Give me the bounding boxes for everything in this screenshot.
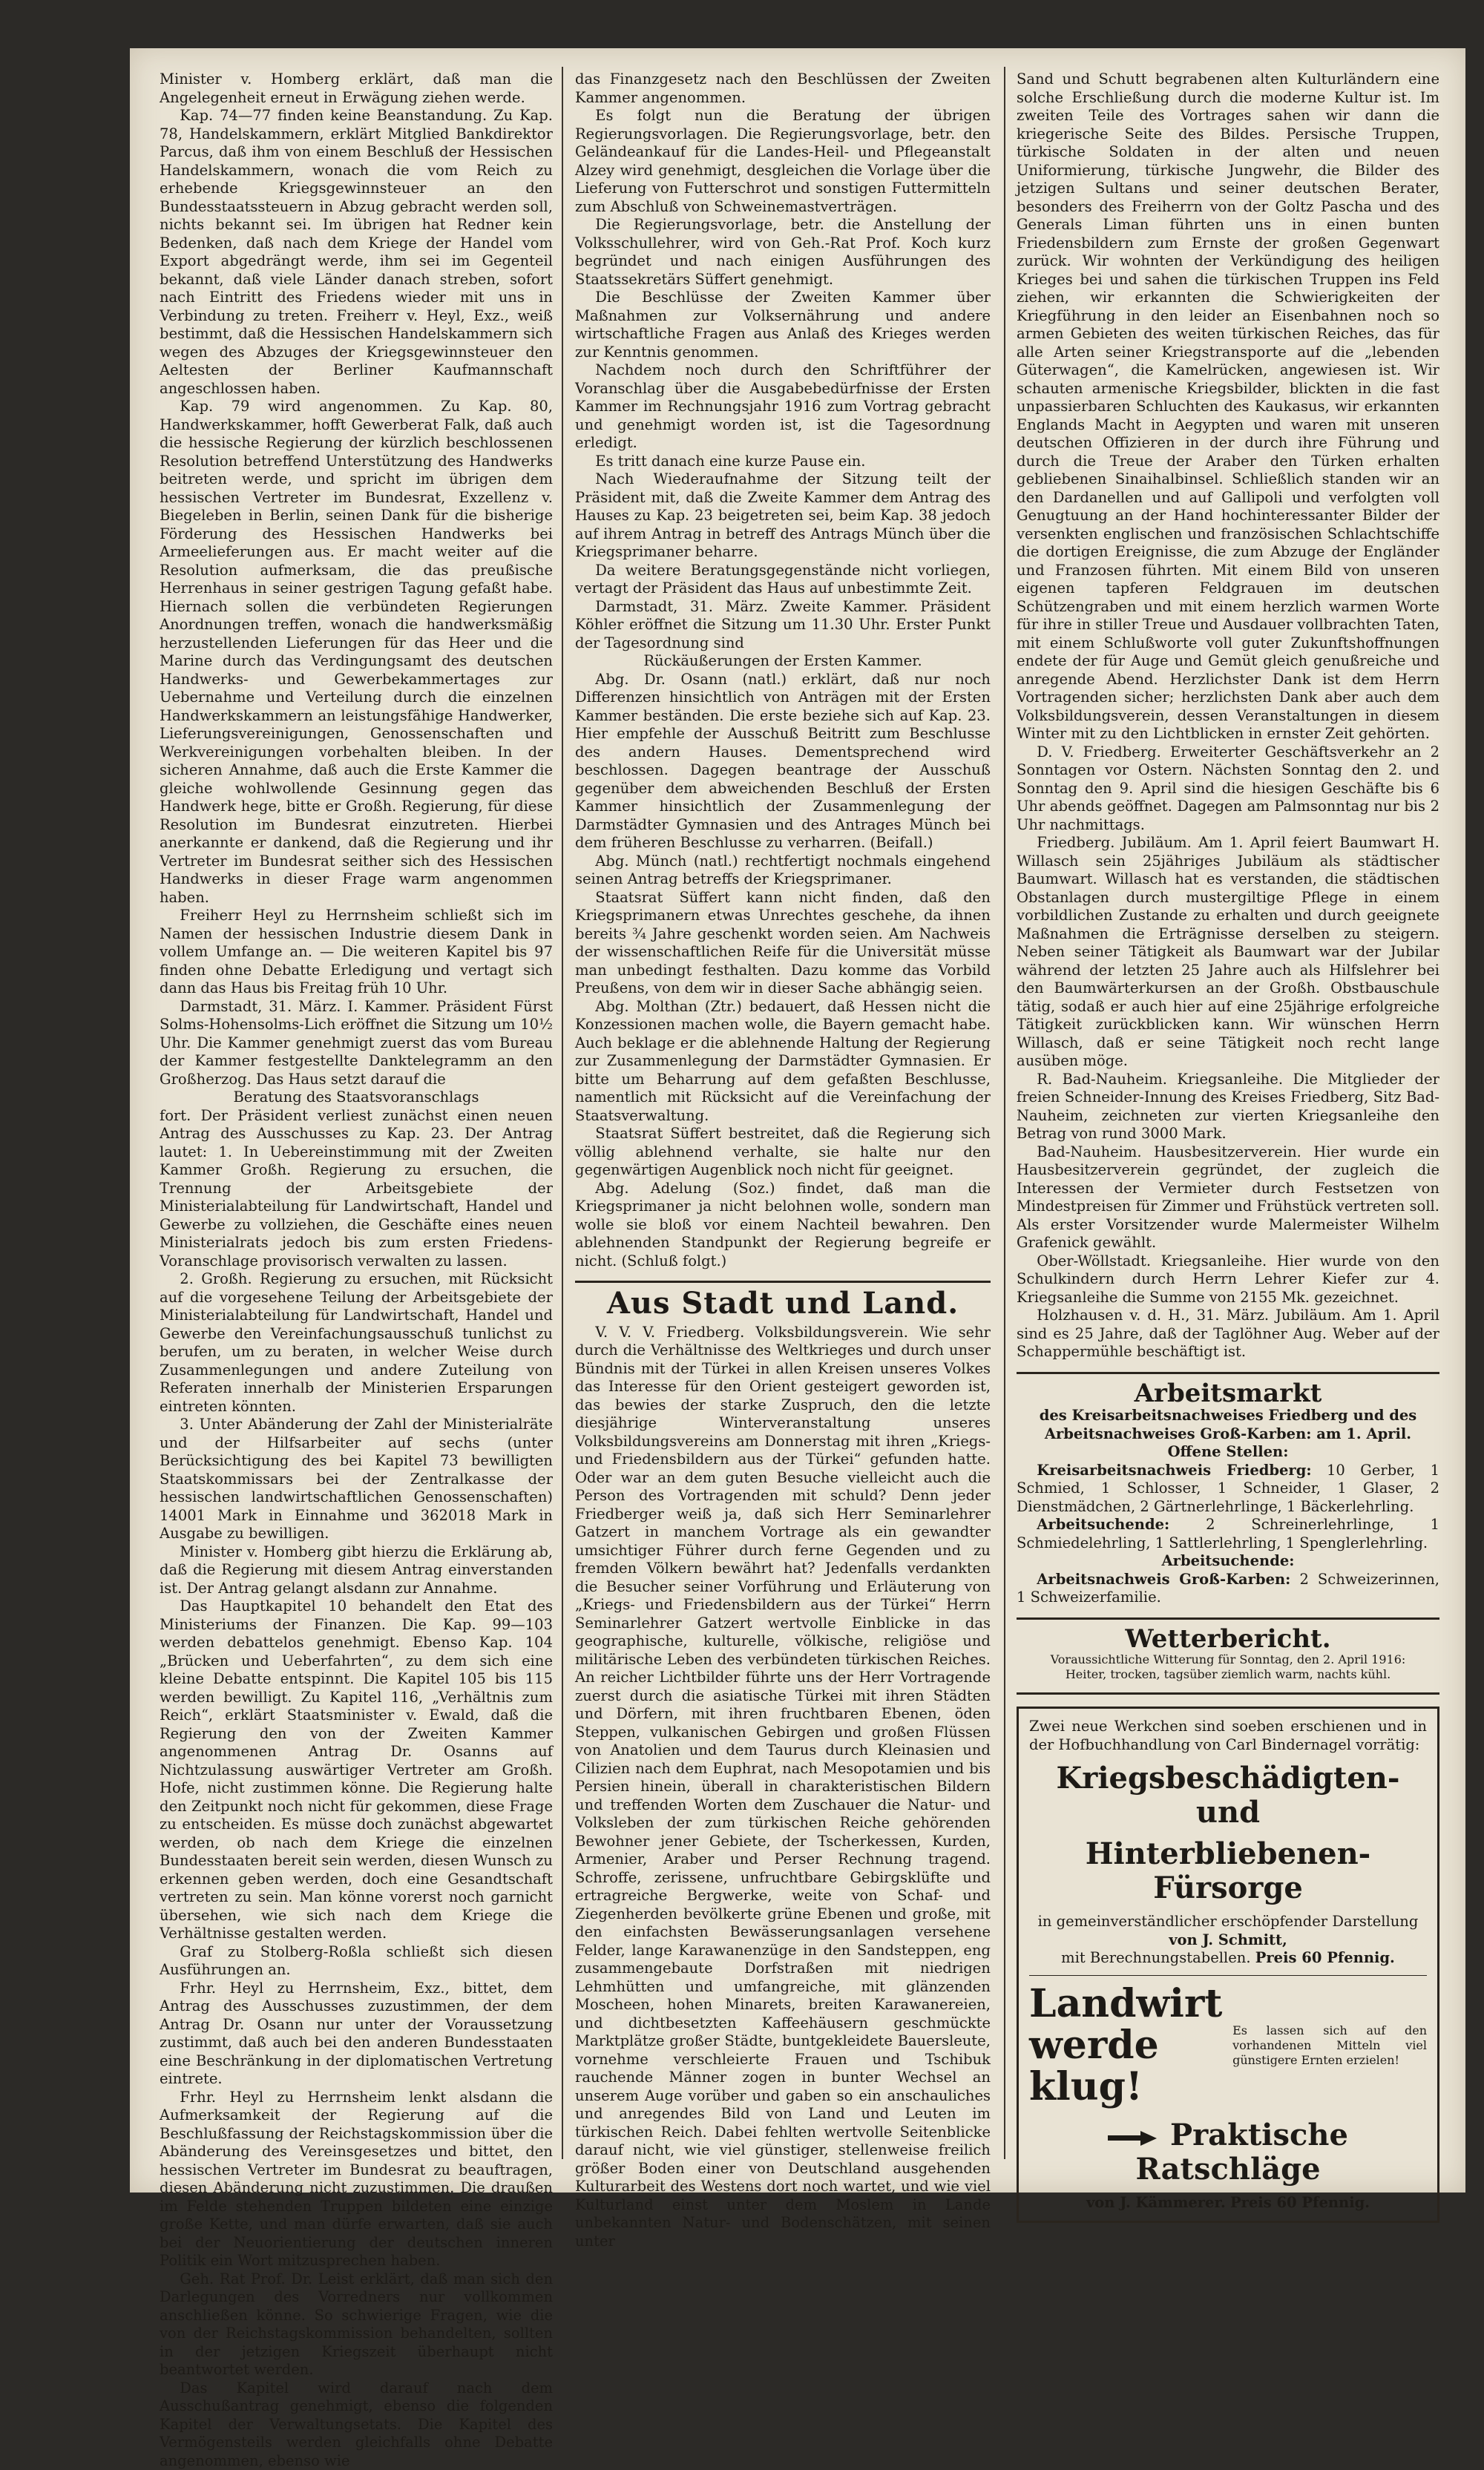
subheading: Beratung des Staatsvoranschlags	[160, 1088, 553, 1107]
paragraph: R. Bad-Nauheim. Kriegsanleihe. Die Mitglieder der freien Schneider-Innung des Kreises Friedberg, Sitz Bad-Nauheim, zeichneten zur vierten Kriegsanleihe den Betrag von rund 3000 Mark.	[1017, 1071, 1439, 1143]
wetter-line: Voraussichtliche Witterung für Sonntag, den 2. April 1916:	[1017, 1652, 1439, 1667]
ad-price: Preis 60 Pfennig.	[1230, 2194, 1370, 2211]
paragraph: Minister v. Homberg gibt hierzu die Erklärung ab, daß die Regierung mit diesem Antrag einverstanden ist. Der Antrag gelangt alsdann zur Annahme.	[160, 1543, 553, 1598]
ad-author: von J. Kämmerer.	[1086, 2194, 1226, 2211]
dateline-paragraph: Darmstadt, 31. März. I. Kammer. Präsident Fürst Solms-Hohensolms-Lich eröffnet die Sitzung um 10½ Uhr. Die Kammer genehmigt zuerst das vom Bureau der Kammer festgestellte Danktelegramm an den Großherzog. Das Haus setzt darauf die	[160, 998, 553, 1089]
paragraph: D. V. Friedberg. Erweiterter Geschäftsverkehr an 2 Sonntagen vor Ostern. Nächsten Sonntag den 2. und Sonntag den 9. April sind die hiesigen Geschäfte bis 6 Uhr abends geöffnet. Dagegen am Palmsonntag nur bis 2 Uhr nachmittags.	[1017, 743, 1439, 835]
ad-line	[1029, 2194, 1427, 2213]
paragraph: Nach Wiederaufnahme der Sitzung teilt der Präsident mit, daß die Zweite Kammer dem Antrag des Hauses zu Kap. 23 beigetreten sei, beim Kap. 38 jedoch auf ihrem Antrag in betreff des Antrags Münch über die Kriegsprimaner beharre.	[575, 470, 991, 562]
paragraph: Minister v. Homberg erklärt, daß man die Angelegenheit erneut in Erwägung ziehen werde.	[160, 70, 553, 107]
wetter-line: Heiter, trocken, tagsüber ziemlich warm, nachts kühl.	[1017, 1667, 1439, 1682]
paragraph: Die Beschlüsse der Zweiten Kammer über Maßnahmen zur Volksernährung und andere wirtschaftliche Fragen aus Anlaß des Krieges werden zur Kenntnis genommen.	[575, 289, 991, 361]
arbeitsmarkt-entry	[1017, 1462, 1439, 1517]
column-1	[160, 70, 553, 2148]
advertisement	[1017, 1707, 1439, 2223]
entry-text: 2 Schweizerinnen, 1 Schweizerfamilie.	[1017, 1571, 1439, 1606]
ad-intro: Zwei neue Werkchen sind soeben erschienen und in der Hofbuchhandlung von Carl Bindernagel vorrätig:	[1029, 1718, 1427, 1754]
arbeitsmarkt-entry	[1017, 1516, 1439, 1552]
ad-headline: Kriegsbeschädigten- und	[1029, 1761, 1427, 1830]
dateline-paragraph: Darmstadt, 31. März. Zweite Kammer. Präsident Köhler eröffnet die Sitzung um 11.30 Uhr. Erster Punkt der Tagesordnung sind	[575, 598, 991, 653]
entry-label: Arbeitsnachweis Groß-Karben:	[1037, 1571, 1290, 1588]
column-2	[575, 70, 991, 2148]
column-3	[1017, 70, 1439, 2148]
arbeitsmarkt-title: Arbeitsmarkt	[1017, 1385, 1439, 1403]
paragraph: Geh. Rat Prof. Dr. Leist erklärt, daß man sich den Darlegungen des Vorredners nur vollkommen anschließen könne. So schwierige Fragen, wie die von der Reichstagskommission behandelten, sollten in der jetzigen Kriegszeit überhaupt nicht beantwortet werden.	[160, 2270, 553, 2379]
paragraph: Ober-Wöllstadt. Kriegsanleihe. Hier wurde von den Schulkindern durch Herrn Lehrer Kiefer zur 4. Kriegsanleihe die Summe von 2155 Mk. gezeichnet.	[1017, 1252, 1439, 1307]
pointing-hand-icon	[1108, 2129, 1160, 2146]
subheading: Rückäußerungen der Ersten Kammer.	[575, 652, 991, 671]
arbeitsmarkt-entry	[1017, 1571, 1439, 1607]
ad-line: von J. Schmitt,	[1029, 1931, 1427, 1950]
paragraph: Abg. Münch (natl.) rechtfertigt nochmals eingehend seinen Antrag betreffs der Kriegsprimaner.	[575, 853, 991, 889]
paragraph: Abg. Dr. Osann (natl.) erklärt, daß nur noch Differenzen hinsichtlich von Anträgen mit der Ersten Kammer beständen. Die erste beziehe sich auf Kap. 23. Hier empfehle der Ausschuß Beitritt zum Beschlusse des andern Hauses. Dementsprechend wird beschlossen. Dagegen beantrage der Ausschuß gegenüber dem abweichenden Beschluß der Ersten Kammer hinsichtlich der Zusammenlegung der Darmstädter Gymnasien und des Antrages Münch bei dem früheren Beschlusse zu verharren. (Beifall.)	[575, 671, 991, 853]
paragraph: Da weitere Beratungsgegenstände nicht vorliegen, vertagt der Präsident das Haus auf unbestimmte Zeit.	[575, 562, 991, 598]
arbeitsmarkt-subtitle: des Kreisarbeitsnachweises Friedberg und des Arbeitsnachweises Groß-Karben: am 1. April.	[1017, 1407, 1439, 1443]
paragraph: Freiherr Heyl zu Herrnsheim schließt sich im Namen der hessischen Industrie diesem Dank in vollem Umfange an. — Die weiteren Kapitel bis 97 finden ohne Debatte Erledigung und vertagt sich dann das Haus bis Freitag früh 10 Uhr.	[160, 907, 553, 998]
paragraph: Holzhausen v. d. H., 31. März. Jubiläum. Am 1. April sind es 25 Jahre, daß der Taglöhner Aug. Weber auf der Schappermühle beschäftigt ist.	[1017, 1307, 1439, 1362]
entry-label: Arbeitsuchende:	[1037, 1516, 1169, 1533]
section-rule	[1017, 1372, 1439, 1374]
ad-headline-text: Praktische Ratschläge	[1135, 2118, 1347, 2187]
paragraph: Abg. Molthan (Ztr.) bedauert, daß Hessen nicht die Konzessionen machen wolle, die Bayern gemacht habe. Auch beklage er die ablehnende Haltung der Regierung zur Zusammenlegung der Darmstädter Gymnasien. Er bitte um Beharrung auf dem gefaßten Beschlusse, namentlich mit Rücksicht auf die Vereinfachung der Staatsverwaltung.	[575, 998, 991, 1126]
column-divider	[562, 67, 563, 2159]
paragraph: Das Hauptkapitel 10 behandelt den Etat des Ministeriums der Finanzen. Die Kap. 99—103 werden debattelos genehmigt. Ebenso Kap. 104 „Brücken und Ueberfahrten“, zu dem sich eine kleine Debatte entspinnt. Die Kapitel 105 bis 115 werden bewilligt. Zu Kapitel 116, „Verhältnis zum Reich“, erklärt Staatsminister v. Ewald, daß die Regierung den von der Zweiten Kammer angenommenen Antrag Dr. Osanns auf Nichtzulassung auswärtiger Vertreter am Großh. Hofe, nicht zustimmen könne. Die Regierung halte den Zeitpunkt noch nicht für gekommen, diese Frage zu entscheiden. Es müsse doch zunächst abgewartet werden, ob nach dem Kriege die einzelnen Bundesstaaten bereit sein werden, diesen Wunsch zu erkennen geben werden, doch eine Gesandtschaft vertreten zu sein. Man könne vorerst noch garnicht übersehen, wie sich nach dem Kriege die Verhältnisse gestalten werden.	[160, 1597, 553, 1943]
paragraph: Sand und Schutt begrabenen alten Kulturländern eine solche Erschließung durch die moderne Kultur ist. Im zweiten Teile des Vortrages sahen wir dann die kriegerische Seite des Bildes. Persische Truppen, türkische Soldaten in der alten und neuen Uniformierung, türkische Jungwehr, die Bilder des jetzigen Sultans und seiner deutschen Berater, besonders des Freiherrn von der Goltz Pascha und des Generals Liman führten uns in einen bunten Friedensbildern zum Ernste der großen Gegenwart zurück. Wir wohnten der Verkündigung des heiligen Krieges bei und sahen die türkischen Truppen ins Feld ziehen, wir erkannten die Schwierigkeiten der Kriegführung in den leider an Eisenbahnen noch so armen Gebieten des weiten türkischen Reiches, das für alle Arten seiner Kriegstransporte auf die „lebenden Güterwagen“, die Kamelrücken, angewiesen ist. Wir schauten armenische Kriegsbilder, blickten in die fast unpassierbaren Schluchten des Kaukasus, wir erkannten Englands Macht in Aegypten und waren mit unseren deutschen Offizieren in der durch ihre Führung und durch die Treue der Araber den Türken erhalten gebliebenen Sinaihalbinsel. Schließlich standen wir an den Dardanellen und auf Gallipoli und verfolgten voll Genugtuung an der Hand hochinteressanter Bilder der versenkten englischen und französischen Schlachtschiffe die dortigen Ereignisse, die zum Abzuge der Engländer und Franzosen führten. Mit einem Bild von unseren eigenen tapferen Feldgrauen im deutschen Schützengraben und mit einem herzlich warmen Worte für ihre in stiller Treue und Ausdauer vollbrachten Taten, mit einem Schlußworte voll guter Zukunftshoffnungen endete der für Auge und Gemüt gleich genußreiche und anregende Abend. Herzlichster Dank ist dem Herrn Vortragenden sicher; herzlichsten Dank aber auch dem Volksbildungsverein, dessen Veranstaltungen in diesem Winter mit zu den Lichtblicken in ernster Zeit gehörten.	[1017, 70, 1439, 743]
ad-headline	[1029, 2118, 1427, 2187]
ad-divider	[1029, 1975, 1427, 1976]
ad-price: Preis 60 Pfennig.	[1255, 1949, 1395, 1966]
section-heading: Aus Stadt und Land.	[575, 1295, 991, 1313]
wetter-title: Wetterbericht.	[1017, 1630, 1439, 1649]
section-rule	[575, 1281, 991, 1283]
paragraph: Abg. Adelung (Soz.) findet, daß man die Kriegsprimaner ja nicht belohnen wolle, sondern man wolle sie bloß vor einem Nachteil bewahren. Den ablehnenden Standpunkt der Regierung begreife er nicht. (Schluß folgt.)	[575, 1180, 991, 1271]
arbeitsmarkt-offene: Offene Stellen:	[1017, 1443, 1439, 1462]
paragraph: Frhr. Heyl zu Herrnsheim lenkt alsdann die Aufmerksamkeit der Regierung auf die Beschlußfassung der Reichstagskommission über die Abänderung des Vereinsgesetzes und bittet, den hessischen Vertreter im Bundesrat zu beauftragen, diesen Abänderung nicht zuzustimmen. Die draußen im Felde stehenden Truppen bildeten eine einzige große Kette, und man dürfe erwarten, daß sie auch bei der Neuorientierung der deutschen inneren Politik ein Wort mitzusprechen haben.	[160, 2089, 553, 2270]
paragraph: 2. Großh. Regierung zu ersuchen, mit Rücksicht auf die vorgesehene Teilung der Arbeitsgebiete der Ministerialabteilung für Landwirtschaft, Handel und Gewerbe den Vereinfachungsausschuß tunlichst zu berufen, um zu beraten, in welcher Weise durch Zusammenlegungen und andere Zuteilung von Referaten innerhalb der Ministerien Ersparungen eintreten könnten.	[160, 1270, 553, 1416]
paragraph: Bad-Nauheim. Hausbesitzerverein. Hier wurde ein Hausbesitzerverein gegründet, der zugleich die Interessen der Vermieter durch Festsetzen von Mindestpreisen für Zimmer und Frühstück vertreten soll. Als erster Vorsitzender wurde Malermeister Wilhelm Grafenick gewählt.	[1017, 1143, 1439, 1252]
paragraph: Das Kapitel wird darauf nach dem Ausschußantrag genehmigt, ebenso die folgenden Kapitel der Verwaltungsetats. Die Kapitel des Vermögensteils werden gleichfalls ohne Debatte angenommen, ebenso wie	[160, 2379, 553, 2470]
newspaper-page	[130, 48, 1465, 2193]
column-divider	[1004, 67, 1005, 2159]
paragraph: Kap. 79 wird angenommen. Zu Kap. 80, Handwerkskammer, hofft Gewerberat Falk, daß auch die hessische Regierung der kürzlich beschlossenen Resolution betreffend Unterstützung des Handwerks beitreten werde, und spricht im übrigen dem hessischen Vertreter im Bundesrat, Exzellenz v. Biegeleben in Berlin, seinen Dank für die bisherige Förderung des Hessischen Handwerks bei Armeelieferungen aus. Er macht weiter auf die Resolution aufmerksam, die das preußische Herrenhaus in seiner gestrigen Tagung gefaßt habe. Hiernach sollen die verbündeten Regierungen Anordnungen treffen, wonach die handwerksmäßig herzustellenden Lieferungen für das Heer und die Marine durch das Verdingungsamt des deutschen Handwerks- und Gewerbekammertages zur Uebernahme und Verteilung durch die einzelnen Handwerkskammern an leistungsfähige Handwerker, Lieferungsvereinigungen, Genossenschaften und Werkvereinigungen vorbehalten bleiben. In der sicheren Annahme, daß auch die Erste Kammer die gleiche wohlwollende Gesinnung gegen das Handwerk hege, bitte er Großh. Regierung, für diese Resolution im Bundesrat einzutreten. Hierbei anerkannte er dankend, daß die Regierung und ihr Vertreter im Bundesrat seither sich des Hessischen Handwerks in dieser Frage warm angenommen haben.	[160, 398, 553, 907]
paragraph: Staatsrat Süffert bestreitet, daß die Regierung sich völlig ablehnend verhalte, sie halte nur den gegenwärtigen Augenblick noch nicht für geeignet.	[575, 1125, 991, 1180]
section-rule	[1017, 1692, 1439, 1695]
entry-text: 10 Gerber, 1 Schmied, 1 Schlosser, 1 Schneider, 1 Glaser, 2 Dienstmädchen, 2 Gärtnerlehrlinge, 1 Bäckerlehrling.	[1017, 1462, 1439, 1515]
ad-side-text: Es lassen sich auf den vorhandenen Mitteln viel günstigere Ernten erzielen!	[1232, 2023, 1427, 2068]
paragraph: das Finanzgesetz nach den Beschlüssen der Zweiten Kammer angenommen.	[575, 70, 991, 107]
ad-row	[1029, 1983, 1427, 2108]
paragraph: fort. Der Präsident verliest zunächst einen neuen Antrag des Ausschusses zu Kap. 23. Der Antrag lautet: 1. In Uebereinstimmung mit der Zweiten Kammer Großh. Regierung zu ersuchen, die Trennung der Arbeitsgebiete der Ministerialabteilung für Landwirtschaft, Handel und Gewerbe zu vollziehen, die Geschäfte eines neuen Ministerialrats jedoch bis zum ersten Friedens-Voranschlage provisorisch verwalten zu lassen.	[160, 1107, 553, 1271]
paragraph: Nachdem noch durch den Schriftführer der Voranschlag über die Ausgabebedürfnisse der Ersten Kammer im Rechnungsjahr 1916 zum Vortrag gebracht und genehmigt worden ist, ist die Tagesordnung erledigt.	[575, 361, 991, 453]
entry-label: Kreisarbeitsnachweis Friedberg:	[1037, 1462, 1311, 1479]
ad-big-title: Landwirt werde klug!	[1029, 1983, 1225, 2108]
paragraph: Graf zu Stolberg-Roßla schließt sich diesen Ausführungen an.	[160, 1943, 553, 1980]
ad-line: in gemeinverständlicher erschöpfender Darstellung	[1029, 1913, 1427, 1931]
paragraph: V. V. V. Friedberg. Volksbildungsverein. Wie sehr durch die Verhältnisse des Weltkrieges und durch unser Bündnis mit der Türkei in allen Kreisen unseres Volkes das Interesse für den Orient gesteigert geworden ist, das bewies der starke Zuspruch, den die letzte diesjährige Winterveranstaltung unseres Volksbildungsvereins am Donnerstag mit ihren „Kriegs- und Friedensbildern aus der Türkei“ gefunden hatte. Oder war an dem guten Besuche vielleicht auch die Person des Vortragenden mit schuld? Denn jeder Friedberger weiß ja, daß sich Herr Seminarlehrer Gatzert in manchem Vortrage als ein gewandter umsichtiger Führer durch ferne Gegenden und zu fremden Völkern bewährt hat? Jedenfalls verdankten die Besucher seiner Vorführung und Erläuterung von „Kriegs- und Friedensbildern aus der Türkei“ Herrn Seminarlehrer Gatzert wertvolle Einblicke in das geographische, kulturelle, völkische, religiöse und militärische Leben des verbündeten türkischen Reiches. An reicher Lichtbilder führte uns der Herr Vortragende zuerst durch die asiatische Türkei mit ihren Städten und Dörfern, mit ihren fruchtbaren Ebenen, öden Steppen, vulkanischen Gebirgen und großen Flüssen von Anatolien und dem Taurus durch Kleinasien und Cilizien nach dem Euphrat, nach Mesopotamien und bis Persien hinein, überall in charakteristischen Bildern und treffenden Worten dem Zuschauer die Natur- und Volksleben der zum türkischen Reiche gehörenden Bewohner jener Gebiete, der Tscherkessen, Kurden, Armenier, Araber und Perser Rechnung tragend. Schroffe, zerissene, unfruchtbare Gebirgsklüfte und ertragreiche Bergwerke, weite von Schaf- und Ziegenherden bevölkerte grüne Ebenen und große, mit den einfachsten Bewässerungsanlagen versehene Felder, lange Karawanenzüge in den Sandsteppen, eng zusammengebaute Dorfstraßen mit niedrigen Lehmhütten und umfangreiche, mit glänzenden Moscheen, hohen Minarets, breiten Karawanereien, und dichtbesetzten Kaffeehäusern geschmückte Marktplätze großer Städte, buntgekleidete Bauersleute, vornehme verschleierte Frauen und Tschibuk rauchende Männer zogen in bunter Wechsel an unserem Auge vorüber und gaben so ein anschauliches und anregendes Bild von Land und Leuten im türkischen Reich. Dabei fehlten wertvolle Seitenblicke darauf nicht, wie viel günstiger, stellenweise freilich größer Boden einer von Deutschland ausgehenden Kulturarbeit des Westens dort noch wartet, und wie viel Kulturland einst unter dem Moslem in Lande unbekannten Natur- und Bodenschätzen, mit seinen unter	[575, 1324, 991, 2251]
ad-line	[1029, 1949, 1427, 1968]
ad-text: mit Berechnungstabellen.	[1061, 1949, 1250, 1966]
ad-headline: Hinterbliebenen-Fürsorge	[1029, 1837, 1427, 1905]
paragraph: Es tritt danach eine kurze Pause ein.	[575, 453, 991, 471]
entry-text: 2 Schreinerlehrlinge, 1 Schmiedelehrling, 1 Sattlerlehrling, 1 Spenglerlehrling.	[1017, 1516, 1439, 1551]
arbeitsmarkt-suchende: Arbeitsuchende:	[1017, 1552, 1439, 1571]
paragraph: 3. Unter Abänderung der Zahl der Ministerialräte und der Hilfsarbeiter auf sechs (unter Berücksichtigung des bei Kapitel 73 bewilligten Staatskommissars bei der Zentralkasse der hessischen landwirtschaftlichen Genossenschaften) 14001 Mark in Einnahme und 362018 Mark in Ausgabe zu bewilligen.	[160, 1416, 553, 1543]
paragraph: Es folgt nun die Beratung der übrigen Regierungsvorlagen. Die Regierungsvorlage, betr. den Geländeankauf für die Landes-Heil- und Pflegeanstalt Alzey wird genehmigt, desgleichen die Vorlage über die Lieferung von Futterschrot und sonstigen Futtermitteln zum Abschluß von Schweinemastverträgen.	[575, 107, 991, 216]
paragraph: Frhr. Heyl zu Herrnsheim, Exz., bittet, dem Antrag des Ausschusses zuzustimmen, der dem Antrag Dr. Osann nur unter der Voraussetzung zustimmt, daß auch bei den anderen Bundesstaaten eine Beschränkung in der diplomatischen Vertretung eintrete.	[160, 1980, 553, 2089]
section-rule	[1017, 1617, 1439, 1620]
paragraph: Kap. 74—77 finden keine Beanstandung. Zu Kap. 78, Handelskammern, erklärt Mitglied Bankdirektor Parcus, daß ihm von einem Beschluß der Hessischen Handelskammern, wonach die vom Reich zu erhebende Kriegsgewinnsteuer an den Bundesstaatssteuern in Abzug gebracht werden soll, nichts bekannt sei. Im übrigen hat Redner kein Bedenken, daß nach dem Kriege der Handel vom Export abgedrängt werde, ihm sei im Gegenteil bekannt, daß viele Länder danach streben, sofort nach Eintritt des Friedens wieder mit uns in Verbindung zu treten. Freiherr v. Heyl, Exz., weiß bestimmt, daß die Hessischen Handelskammern sich wegen des Abzuges der Kriegsgewinnsteuer den Aeltesten der Berliner Kaufmannschaft angeschlossen haben.	[160, 107, 553, 398]
paragraph: Die Regierungsvorlage, betr. die Anstellung der Volksschullehrer, wird von Geh.-Rat Prof. Koch kurz begründet und nach einigen Ausführungen des Staatssekretärs Süffert genehmigt.	[575, 216, 991, 289]
paragraph: Friedberg. Jubiläum. Am 1. April feiert Baumwart H. Willasch sein 25jähriges Jubiläum als städtischer Baumwart. Willasch hat es verstanden, die städtischen Obstanlagen durch mustergiltige Pflege in einem vorbildlichen Zustande zu erhalten und durch geeignete Maßnahmen die Erträgnisse derselben zu steigern. Neben seiner Tätigkeit als Baumwart war der Jubilar während der letzten 25 Jahre auch als Hilfslehrer bei den Baumwärterkursen an der Großh. Obstbauschule tätig, sodaß er auch hier auf eine 25jährige erfolgreiche Tätigkeit zurückblicken kann. Wir wünschen Herrn Willasch, daß er seine Tätigkeit noch recht lange ausüben möge.	[1017, 834, 1439, 1071]
paragraph: Staatsrat Süffert kann nicht finden, daß den Kriegsprimanern etwas Unrechtes geschehe, da ihnen bereits ¾ Jahre geschenkt worden seien. Am Nachweis der wissenschaftlichen Reife für die Universität müsse man unbedingt festhalten. Dazu komme das Vorbild Preußens, von dem wir in dieser Sache abhängig seien.	[575, 889, 991, 998]
